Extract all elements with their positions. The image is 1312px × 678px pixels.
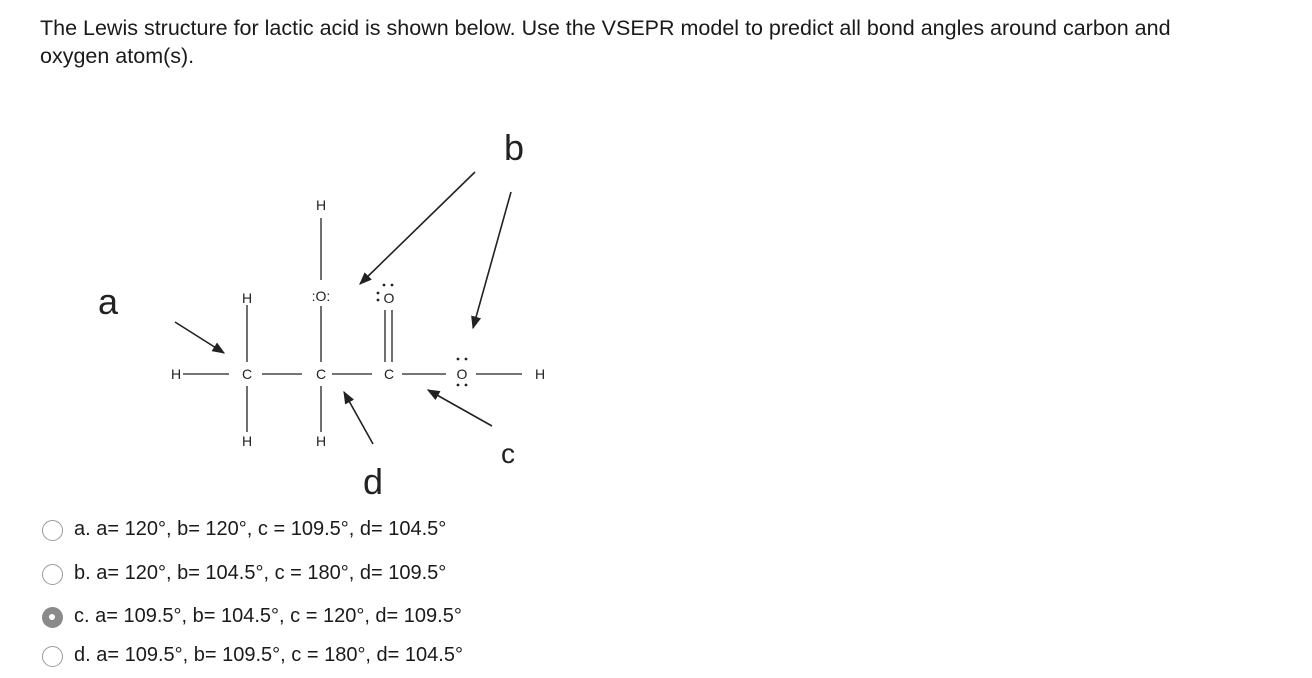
option-c[interactable] <box>42 604 642 634</box>
atom-h-bottom-1: H <box>241 433 253 449</box>
option-a-label: a. a= 120°, b= 120°, c = 109.5°, d= 104.5° <box>74 518 447 540</box>
arrow-b-to-acid-oxygen <box>473 192 511 328</box>
arrow-b-to-oxygen <box>360 172 475 284</box>
option-b-label: b. a= 120°, b= 104.5°, c = 180°, d= 109.5° <box>74 562 447 584</box>
atom-h-top-1: H <box>241 290 253 306</box>
option-d-label: d. a= 109.5°, b= 109.5°, c = 180°, d= 104.5° <box>74 644 463 666</box>
atom-o-hydroxyl: :O: <box>311 288 331 304</box>
atom-h-top-2: H <box>315 197 327 213</box>
question-line-1: The Lewis structure for lactic acid is shown below. Use the VSEPR model to predict all bond angles around carbon and <box>40 16 1171 40</box>
question-line-2: oxygen atom(s). <box>40 44 195 68</box>
bonds <box>183 218 522 432</box>
label-a: a <box>97 281 119 322</box>
label-d: d <box>362 461 384 502</box>
arrow-c <box>428 390 492 426</box>
atom-c3: C <box>383 366 395 382</box>
arrow-a <box>175 322 224 353</box>
atom-o-acid: O <box>456 366 468 382</box>
option-a-radio[interactable] <box>42 520 63 541</box>
option-a[interactable] <box>42 517 642 547</box>
option-b-radio[interactable] <box>42 564 63 585</box>
arrow-d <box>344 392 373 444</box>
angle-arrows <box>175 172 511 444</box>
atom-o-carbonyl: O <box>383 290 395 306</box>
atom-h-bottom-2: H <box>315 433 327 449</box>
label-c: c <box>501 438 515 469</box>
atom-c2: C <box>315 366 327 382</box>
option-c-radio[interactable] <box>42 607 63 628</box>
option-b[interactable] <box>42 561 642 591</box>
atom-c1: C <box>241 366 253 382</box>
atom-h-right: H <box>534 366 546 382</box>
label-b: b <box>503 127 525 168</box>
option-d[interactable] <box>42 643 642 673</box>
option-c-label: c. a= 109.5°, b= 104.5°, c = 120°, d= 109.5° <box>74 605 462 627</box>
option-d-radio[interactable] <box>42 646 63 667</box>
atom-h-left: H <box>170 366 182 382</box>
